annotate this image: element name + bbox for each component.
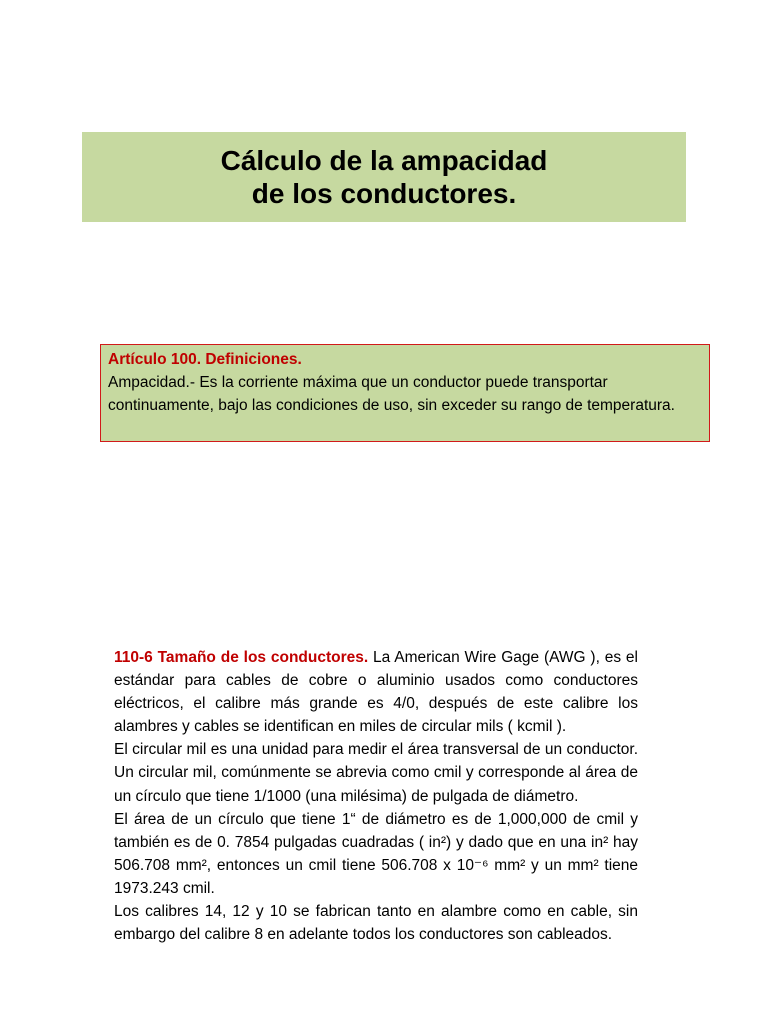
title-line-2: de los conductores. xyxy=(251,178,517,209)
definition-box xyxy=(100,344,710,442)
section-body xyxy=(114,646,638,946)
section-paragraph-1 xyxy=(114,646,638,738)
section-paragraph-2: El circular mil es una unidad para medir el área transversal de un conductor. Un circular mil, comúnmente se abrevia como cmil y corresponde al área de un círculo que tiene 1/1000 (una milésima) de pulgada de diámetro. xyxy=(114,741,638,805)
section-paragraph-3: El área de un círculo que tiene 1“ de diámetro es de 1,000,000 de cmil y también es de 0. 7854 pulgadas cuadradas ( in²) y dado que en una in² hay 506.708 mm², entonces un cmil tiene 506.708 x 10⁻⁶ mm² y un mm² tiene 1973.243 cmil. xyxy=(114,810,638,897)
title-line-1: Cálculo de la ampacidad xyxy=(220,145,548,176)
section-intro: La American Wire Gage (AWG ), es el estándar para cables de cobre o aluminio usados como conductores eléctricos, el calibre más grande es 4/0, después de este calibre los alambres y cables se identifican en miles de circular mils ( kcmil ). xyxy=(114,649,638,736)
definition-heading: Artículo 100. Definiciones. xyxy=(108,351,302,368)
section-heading: 110-6 Tamaño de los conductores. xyxy=(114,649,369,666)
section-paragraph-4: Los calibres 14, 12 y 10 se fabrican tanto en alambre como en cable, sin embargo del calibre 8 en adelante todos los conductores son cableados. xyxy=(114,903,638,944)
title-box xyxy=(82,132,686,222)
definition-text: Ampacidad.- Es la corriente máxima que un conductor puede transportar continuamente, bajo las condiciones de uso, sin exceder su rango de temperatura. xyxy=(108,374,675,414)
